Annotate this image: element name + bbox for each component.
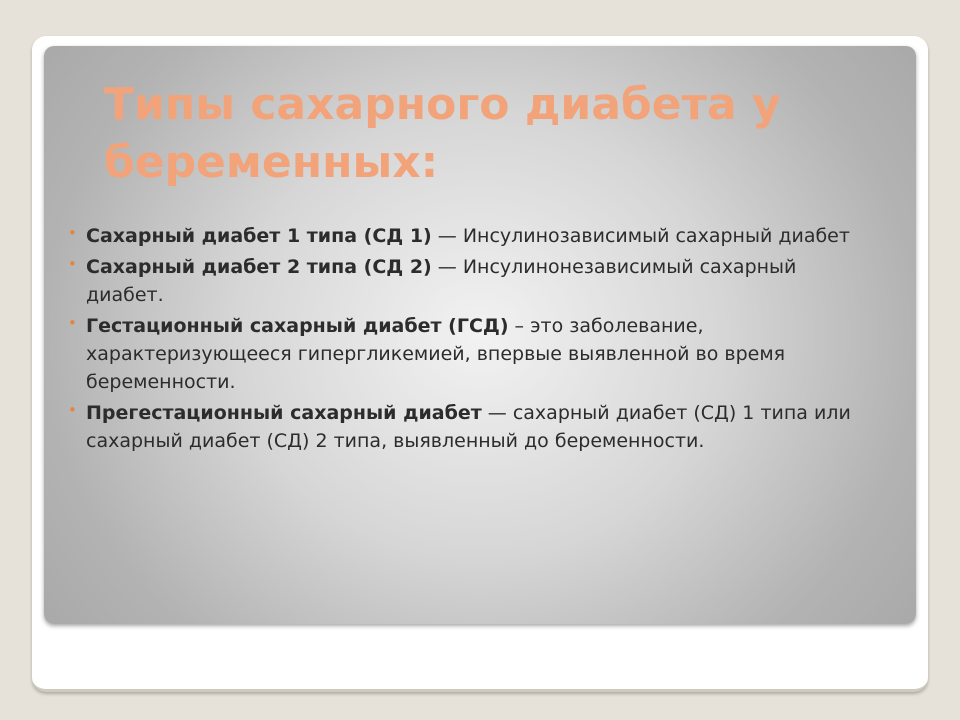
bullet-text: — Инсулинозависимый сахарный диабет xyxy=(431,225,850,247)
bullet-text: – это заболевание, характеризующееся гипергликемией, впервые выявленной во время беременности. xyxy=(86,315,786,393)
bullet-item xyxy=(68,222,878,250)
bullet-term: Гестационный сахарный диабет (ГСД) xyxy=(86,315,509,337)
bullet-term: Сахарный диабет 2 типа (СД 2) xyxy=(86,256,432,278)
bullet-item xyxy=(68,312,878,396)
bullet-marker-icon: • xyxy=(68,255,77,273)
bullet-term: Прегестационный сахарный диабет xyxy=(86,402,482,424)
bullet-marker-icon: • xyxy=(68,314,77,332)
bullet-marker-icon: • xyxy=(68,401,77,419)
slide-content-panel xyxy=(44,46,916,624)
bullet-term: Сахарный диабет 1 типа (СД 1) xyxy=(86,225,432,247)
bullet-list xyxy=(68,222,878,458)
slide-title: Типы сахарного диабета у беременных: xyxy=(104,79,781,188)
bullet-item xyxy=(68,253,878,309)
bullet-marker-icon: • xyxy=(68,224,77,242)
bullet-text: — сахарный диабет (СД) 1 типа или сахарный диабет (СД) 2 типа, выявленный до беременности. xyxy=(86,402,851,452)
bullet-item xyxy=(68,399,878,455)
bullet-text: — Инсулинонезависимый сахарный диабет. xyxy=(86,256,797,306)
